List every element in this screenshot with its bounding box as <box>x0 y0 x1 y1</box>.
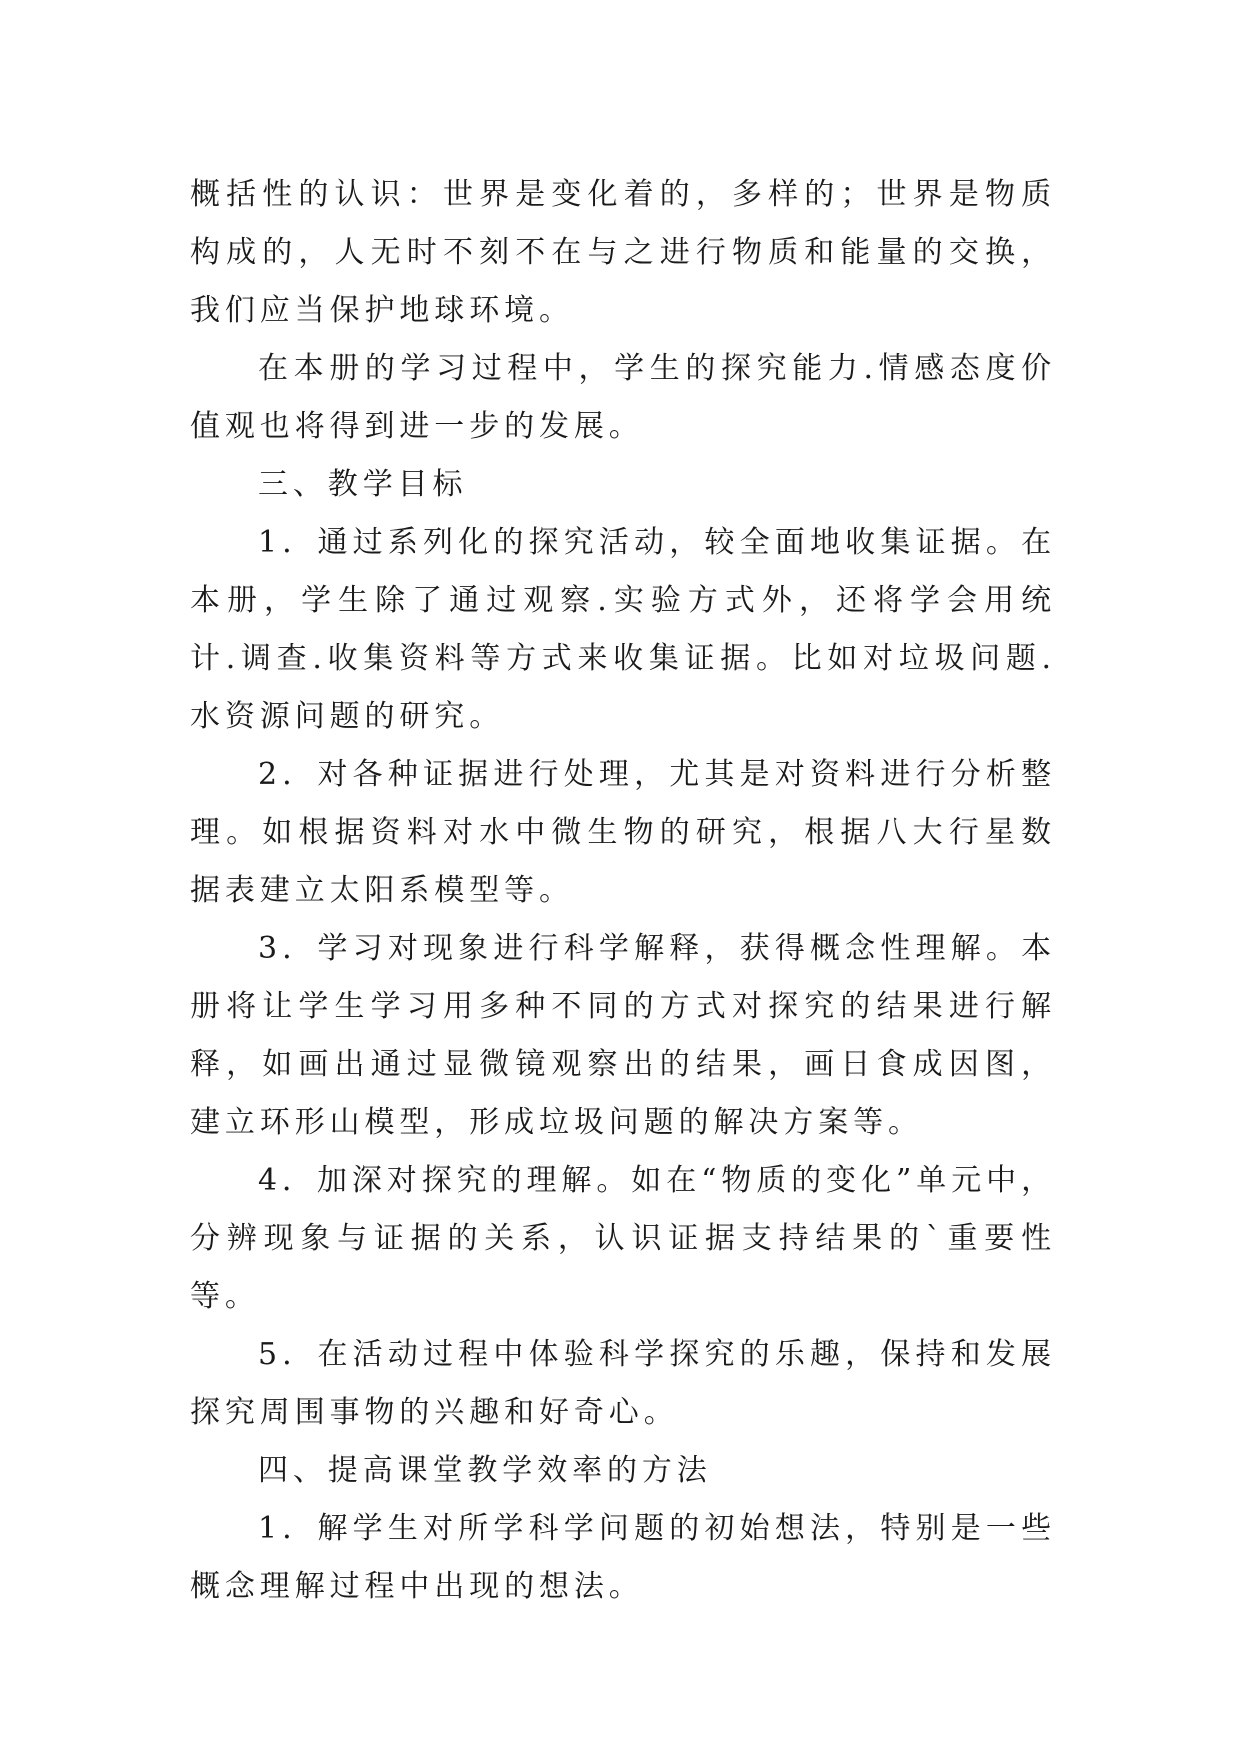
document-page <box>190 166 1056 1616</box>
goal-item-5: 5．在活动过程中体验科学探究的乐趣，保持和发展探究周围事物的兴趣和好奇心。 <box>190 1337 1056 1430</box>
goal-item-1: 1．通过系列化的探究活动，较全面地收集证据。在本册，学生除了通过观察.实验方式外，还将学会用统计.调查.收集资料等方式来收集证据。比如对垃圾问题.水资源问题的研究。 <box>190 525 1056 734</box>
goal-item-4: 4．加深对探究的理解。如在“物质的变化”单元中，分辨现象与证据的关系，认识证据支持结果的`重要性等。 <box>190 1163 1056 1314</box>
paragraph-ability-development: 在本册的学习过程中，学生的探究能力.情感态度价值观也将得到进一步的发展。 <box>190 351 1056 444</box>
method-item-1: 1．解学生对所学科学问题的初始想法，特别是一些概念理解过程中出现的想法。 <box>190 1511 1056 1604</box>
section-heading-teaching-goals: 三、教学目标 <box>258 467 468 502</box>
section-heading-efficiency-methods: 四、提高课堂教学效率的方法 <box>258 1453 712 1488</box>
goal-item-3: 3．学习对现象进行科学解释，获得概念性理解。本册将让学生学习用多种不同的方式对探究的结果进行解释，如画出通过显微镜观察出的结果，画日食成因图，建立环形山模型，形成垃圾问题的解决方案等。 <box>190 931 1056 1140</box>
paragraph-intro-continuation: 概括性的认识：世界是变化着的，多样的；世界是物质构成的，人无时不刻不在与之进行物质和能量的交换，我们应当保护地球环境。 <box>190 177 1056 328</box>
goal-item-2: 2．对各种证据进行处理，尤其是对资料进行分析整理。如根据资料对水中微生物的研究，根据八大行星数据表建立太阳系模型等。 <box>190 757 1056 908</box>
